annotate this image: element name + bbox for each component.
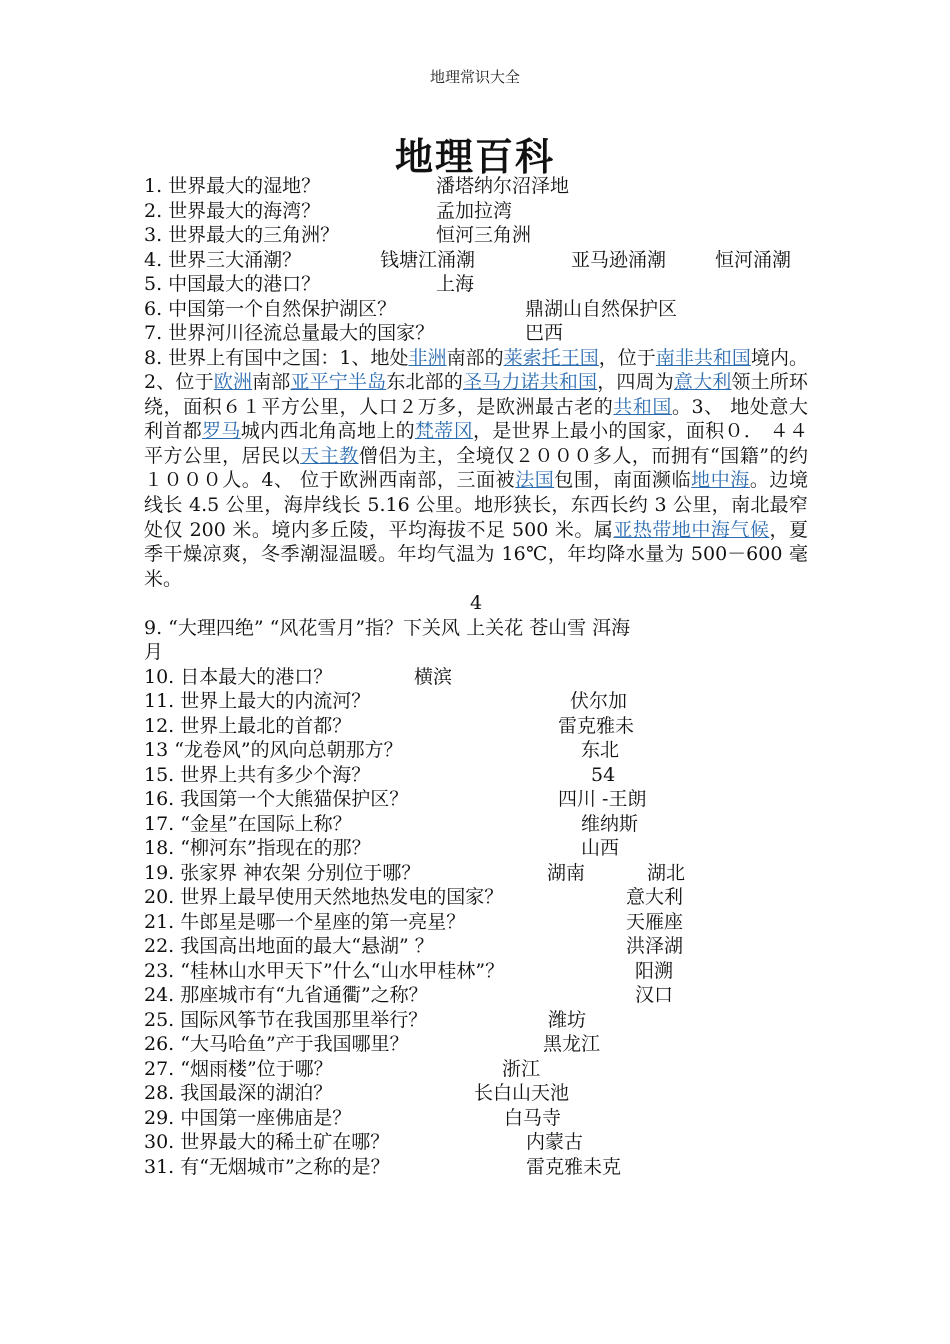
answer-text: 洪泽湖 (626, 935, 684, 958)
answer-text: 四川 -王朗 (558, 788, 647, 811)
question-text: 30. 世界最大的稀土矿在哪？ (144, 1131, 390, 1154)
wiki-link[interactable]: 南非共和国 (655, 346, 751, 369)
question-text: 10. 日本最大的港口？ (144, 665, 333, 688)
item-9-line-2: 月 (144, 641, 164, 664)
answer-text: 潍坊 (548, 1008, 587, 1031)
question-text: 25. 国际风筝节在我国那里举行？ (144, 1008, 428, 1031)
question-text: 28. 我国最深的湖泊？ (144, 1082, 333, 1105)
wiki-link[interactable]: 梵蒂冈 (414, 420, 473, 443)
question-text: 6. 中国第一个自然保护湖区？ (144, 297, 397, 320)
question-text: 16. 我国第一个大熊猫保护区？ (144, 788, 409, 811)
question-row (144, 297, 808, 322)
paragraph-text: 南部 (252, 371, 291, 394)
question-text: 1. 世界最大的湿地？ (144, 175, 321, 197)
question-row (144, 665, 808, 690)
question-row (144, 1081, 808, 1106)
paragraph-text: ，夏季干燥凉爽，冬季潮湿温暖。年均气温为 16℃，年均降水量为 500－600 毫米。 (144, 518, 808, 590)
answer-text: 伏尔加 (570, 690, 628, 713)
question-row (144, 885, 808, 910)
question-row (144, 959, 808, 984)
paragraph-text: 。3、 地处意大利首都 (144, 395, 808, 443)
answer-text: 恒河涌潮 (715, 248, 792, 271)
question-text: 18. “柳河东”指现在的那？ (144, 837, 371, 860)
question-text: 20. 世界上最早使用天然地热发电的国家？ (144, 886, 504, 909)
page-header: 地理常识大全 (429, 68, 520, 86)
answer-text: 雷克雅未 (558, 714, 635, 737)
page-number: 4 (469, 592, 483, 615)
paragraph-text: ，四周为 (597, 371, 674, 394)
answer-text: 东北 (581, 739, 620, 762)
question-text: 5. 中国最大的港口？ (144, 273, 321, 295)
answer-text: 孟加拉湾 (436, 199, 513, 222)
paragraph-text: ，位于 (598, 346, 656, 369)
paragraph-text: 领土所环绕，面积６１平方公里，人口２万多，是欧洲最古老的 (144, 371, 808, 418)
answer-text: 长白山天池 (474, 1082, 570, 1105)
item-8-paragraph (144, 346, 808, 592)
wiki-link[interactable]: 罗马 (202, 420, 241, 443)
answer-text: 白马寺 (504, 1106, 562, 1129)
answer-text: 阳溯 (635, 959, 674, 982)
question-list-top (144, 174, 808, 346)
answer-text: 雷克雅未克 (526, 1155, 622, 1178)
answer-text: 横滨 (414, 665, 453, 688)
question-row (144, 763, 808, 788)
question-text: 31. 有“无烟城市”之称的是？ (144, 1155, 390, 1178)
wiki-link[interactable]: 地中海 (691, 469, 750, 492)
question-row (144, 199, 808, 224)
answer-text: 钱塘江涌潮 (380, 248, 476, 271)
question-row (144, 1130, 808, 1155)
question-row (144, 714, 808, 739)
answer-text: 鼎湖山自然保护区 (525, 297, 678, 320)
question-text: 21. 牛郎星是哪一个星座的第一亮星？ (144, 910, 466, 933)
question-text: 29. 中国第一座佛庙是？ (144, 1106, 352, 1129)
paragraph-text: 南部的 (446, 346, 504, 369)
answer-text: 巴西 (525, 322, 564, 344)
question-text: 27. “烟雨楼”位于哪？ (144, 1057, 333, 1080)
answer-text: 天雁座 (626, 910, 684, 933)
question-text: 15. 世界上共有多少个海？ (144, 763, 371, 786)
answer-text: 54 (591, 763, 616, 786)
paragraph-text: 。边境线长 4.5 公里，海岸线长 5.16 公里。地形狭长，东西长约 3 公里，南北最窄处仅 200 米。境内多丘陵，平均海拔不足 500 米。属 (144, 469, 808, 541)
wiki-link[interactable]: 法国 (515, 469, 555, 492)
question-text: 4. 世界三大涌潮？ (144, 248, 302, 271)
question-row (144, 738, 808, 763)
wiki-link[interactable]: 意大利 (673, 371, 732, 394)
question-row (144, 223, 808, 248)
paragraph-text: 东北部的 (386, 371, 464, 394)
answer-text: 潘塔纳尔沼泽地 (436, 175, 570, 197)
paragraph-text: 8. 世界上有国中之国：1、地处 (144, 346, 409, 369)
question-text: 11. 世界上最大的内流河？ (144, 690, 371, 713)
question-text: 19. 张家界 神农架 分别位于哪？ (144, 861, 421, 884)
wiki-link[interactable]: 非洲 (408, 346, 447, 369)
question-row (144, 1057, 808, 1082)
question-row (144, 787, 808, 812)
answer-text: 汉口 (635, 984, 674, 1007)
question-row (144, 321, 808, 346)
paragraph-text: ，是世界上最小的国家，面积０． ４４平方公里，居民以 (144, 420, 808, 467)
answer-text: 湖北 (647, 861, 686, 884)
question-text: 23. “桂林山水甲天下”什么“山水甲桂林”？ (144, 959, 505, 982)
question-text: 22. 我国高出地面的最大“悬湖” ？ (144, 935, 434, 958)
question-text: 3. 世界最大的三角洲？ (144, 224, 340, 246)
question-row (144, 983, 808, 1008)
answer-text: 山西 (581, 837, 620, 860)
answer-text: 意大利 (626, 886, 684, 909)
wiki-link[interactable]: 天主教 (300, 444, 359, 467)
answer-text: 内蒙古 (526, 1131, 584, 1154)
paragraph-text: 城内西北角高地上的 (240, 420, 415, 443)
question-text: 2. 世界最大的海湾？ (144, 199, 321, 222)
wiki-link[interactable]: 莱索托王国 (503, 346, 599, 369)
answer-text: 维纳斯 (581, 812, 639, 835)
question-row (144, 910, 808, 935)
answer-text: 上海 (436, 273, 475, 295)
question-row (144, 1008, 808, 1033)
paragraph-text: 僧侣为主，全境仅２０００多人，而拥有“国籍”的约１０００人。4、 位于欧洲西南部，三面被 (144, 444, 808, 492)
question-row (144, 174, 808, 199)
question-row (144, 812, 808, 837)
wiki-link[interactable]: 亚热带地中海气候 (613, 518, 770, 541)
question-row (144, 861, 808, 886)
item-9-line-1: 9. “大理四绝” “风花雪月”指？下关风 上关花 苍山雪 洱海 (144, 616, 631, 639)
wiki-link[interactable]: 亚平宁半岛 (290, 371, 387, 394)
content-body (144, 174, 808, 1179)
paragraph-text: 包围，南面濒临 (554, 469, 692, 492)
answer-text: 恒河三角洲 (436, 224, 532, 246)
question-row (144, 836, 808, 861)
answer-text: 黑龙江 (543, 1033, 601, 1056)
question-row (144, 248, 808, 273)
question-row (144, 1032, 808, 1057)
question-row (144, 1106, 808, 1131)
wiki-link[interactable]: 欧洲 (213, 371, 253, 394)
wiki-link[interactable]: 共和国 (613, 395, 672, 418)
question-text: 13 “龙卷风”的风向总朝那方？ (144, 739, 403, 762)
question-text: 12. 世界上最北的首都？ (144, 714, 352, 737)
question-row (144, 934, 808, 959)
question-text: 26. “大马哈鱼”产于我国哪里？ (144, 1033, 409, 1056)
question-text: 7. 世界河川径流总量最大的国家？ (144, 322, 435, 344)
wiki-link[interactable]: 圣马力诺共和国 (463, 371, 598, 394)
answer-text: 湖南 (547, 861, 586, 884)
answer-text: 亚马逊涌潮 (571, 248, 667, 271)
question-text: 17. “金星”在国际上称？ (144, 812, 352, 835)
question-text: 24. 那座城市有“九省通衢”之称？ (144, 984, 428, 1007)
question-row (144, 1155, 808, 1180)
answer-text: 浙江 (502, 1057, 541, 1080)
question-list-bottom (144, 665, 808, 1180)
paragraph-text: 境内。2、位于 (144, 346, 808, 394)
question-row (144, 272, 808, 297)
document-title: 地理百科 (394, 135, 555, 179)
question-row (144, 689, 808, 714)
